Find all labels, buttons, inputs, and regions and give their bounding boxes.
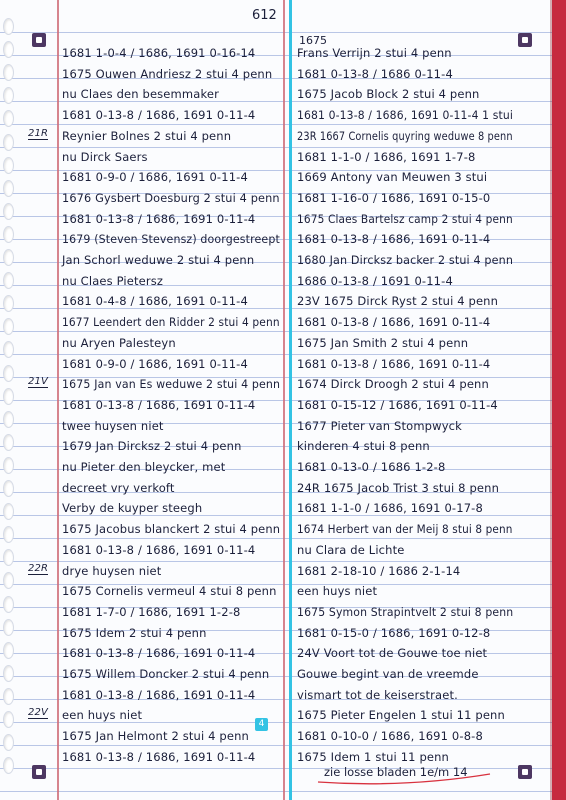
ledger-line-text: 1681 0-13-8 / 1686, 1691 0-11-4 bbox=[297, 315, 491, 330]
punch-hole bbox=[3, 711, 14, 728]
ledger-line-text: 1681 1-1-0 / 1686, 1691 0-17-8 bbox=[297, 501, 483, 516]
ledger-line bbox=[297, 110, 513, 124]
punch-hole bbox=[3, 365, 14, 382]
ledger-line-text: 1675 Jan Smith 2 stui 4 penn bbox=[297, 335, 469, 350]
punch-hole bbox=[3, 318, 14, 335]
punch-hole bbox=[3, 434, 14, 451]
ledger-line-text: 1675 Idem 2 stui 4 penn bbox=[62, 625, 207, 640]
ledger-line-text: twee huysen niet bbox=[62, 418, 164, 433]
ledger-line bbox=[297, 66, 513, 83]
ledger-line bbox=[62, 273, 280, 290]
punch-hole bbox=[3, 295, 14, 312]
ledger-line-text: 1679 (Steven Stevensz) doorgestreept bbox=[62, 232, 280, 247]
ledger-line-text: Verby de kuyper steegh bbox=[62, 501, 203, 516]
ledger-line-text: nu Dirck Saers bbox=[62, 149, 148, 164]
ledger-line-text: 23R 1667 Cornelis quyring weduwe 8 penn bbox=[297, 128, 513, 143]
punch-hole bbox=[3, 572, 14, 589]
ledger-line bbox=[62, 648, 280, 662]
ledger-line bbox=[297, 128, 513, 145]
ledger-line-text: 1681 0-13-8 / 1686, 1691 0-11-4 bbox=[297, 232, 491, 247]
ledger-line bbox=[297, 563, 513, 580]
ledger-line-text: een huys niet bbox=[297, 584, 378, 599]
ledger-line bbox=[297, 397, 513, 414]
ledger-line-text: 1674 Herbert van der Meij 8 stui 8 penn bbox=[297, 522, 513, 537]
binding-edge bbox=[552, 0, 566, 800]
ledger-line bbox=[28, 707, 280, 724]
punch-hole bbox=[3, 596, 14, 613]
ledger-line bbox=[297, 625, 513, 642]
ledger-line bbox=[297, 296, 513, 310]
ledger-line-text: 1675 Pieter Engelen 1 stui 11 penn bbox=[297, 708, 505, 723]
ledger-line bbox=[62, 687, 280, 704]
ledger-line-text: nu Pieter den bleycker, met bbox=[62, 460, 226, 474]
ledger-line-text: 1681 1-1-0 / 1686, 1691 1-7-8 bbox=[297, 149, 476, 164]
ledger-line-text: 1681 1-16-0 / 1686, 1691 0-15-0 bbox=[297, 190, 491, 205]
corner-marker-icon bbox=[518, 33, 532, 47]
ledger-line-text: een huys niet bbox=[62, 708, 143, 723]
ledger-line-text: 1676 Gysbert Doesburg 2 stui 4 penn bbox=[62, 190, 280, 205]
ledger-line bbox=[28, 562, 280, 580]
ledger-line-text: drye huysen niet bbox=[62, 563, 162, 578]
punch-hole bbox=[3, 203, 14, 220]
ledger-line-text: vismart tot de keiserstraet. bbox=[297, 687, 458, 702]
punch-hole bbox=[3, 341, 14, 358]
ledger-line bbox=[62, 356, 280, 373]
ledger-line-text: 1674 Dirck Droogh 2 stui 4 penn bbox=[297, 377, 489, 392]
punch-hole bbox=[3, 41, 14, 58]
punch-hole bbox=[3, 110, 14, 127]
ledger-line bbox=[62, 669, 280, 683]
ledger-line bbox=[28, 127, 280, 145]
punch-hole bbox=[3, 688, 14, 705]
ledger-line bbox=[62, 418, 280, 435]
punch-hole bbox=[3, 480, 14, 497]
ledger-line-text: 1681 0-13-8 / 1686, 1691 0-11-4 1 stui bbox=[297, 108, 514, 123]
ledger-line bbox=[62, 255, 280, 269]
ledger-line-text: 1675 Claes Bartelsz camp 2 stui 4 penn bbox=[297, 211, 513, 226]
ledger-line bbox=[297, 379, 513, 393]
center-spine bbox=[289, 0, 292, 800]
ledger-line-text: 1675 Jacob Block 2 stui 4 penn bbox=[297, 87, 480, 102]
margin-folio-note: 22V bbox=[28, 707, 49, 719]
corner-marker-icon bbox=[32, 765, 46, 779]
ledger-line-text: 1681 0-13-8 / 1686, 1691 0-11-4 bbox=[62, 749, 256, 764]
page-top-note: 1675 bbox=[299, 34, 327, 47]
ledger-line-text: 24V Voort tot de Gouwe toe niet bbox=[297, 646, 488, 661]
ledger-line bbox=[297, 503, 513, 517]
punch-hole bbox=[3, 134, 14, 151]
ledger-line-text: 1681 0-13-8 / 1686, 1691 0-11-4 bbox=[62, 211, 256, 226]
ledger-line-text: 1675 Cornelis vermeul 4 stui 8 penn bbox=[62, 584, 277, 599]
number-sticker: 4 bbox=[255, 718, 268, 731]
ledger-line-text: Frans Verrijn 2 stui 4 penn bbox=[297, 46, 452, 60]
ledger-line-text: 1681 0-15-12 / 1686, 1691 0-11-4 bbox=[297, 397, 498, 412]
ledger-line bbox=[62, 749, 280, 766]
corner-marker-icon bbox=[518, 765, 532, 779]
ledger-line-text: 1681 1-0-4 / 1686, 1691 0-16-14 bbox=[62, 46, 256, 60]
ledger-line-text: 1675 Jacobus blanckert 2 stui 4 penn bbox=[62, 522, 281, 537]
ledger-line bbox=[297, 669, 513, 683]
ledger-line bbox=[297, 149, 513, 166]
punch-hole bbox=[3, 734, 14, 751]
ledger-line-text: Gouwe begint van de vreemde bbox=[297, 667, 479, 681]
punch-hole bbox=[3, 757, 14, 774]
ledger-line-text: 1681 1-7-0 / 1686, 1691 1-2-8 bbox=[62, 604, 241, 619]
ledger-line bbox=[62, 335, 280, 352]
ledger-line bbox=[297, 190, 513, 207]
ledger-line bbox=[62, 66, 280, 83]
ledger-line bbox=[297, 418, 513, 435]
punch-hole bbox=[3, 411, 14, 428]
ledger-line bbox=[297, 211, 513, 228]
ledger-line bbox=[297, 586, 513, 600]
ledger-line-text: 1669 Antony van Meuwen 3 stui bbox=[297, 170, 488, 185]
ledger-line bbox=[297, 462, 513, 476]
ledger-line bbox=[62, 190, 280, 207]
ledger-line bbox=[297, 273, 513, 290]
ledger-line-text: Reynier Bolnes 2 stui 4 penn bbox=[62, 128, 232, 143]
ledger-line bbox=[297, 317, 513, 331]
margin-folio-note: 21V bbox=[28, 376, 49, 388]
ledger-line-text: 1681 0-9-0 / 1686, 1691 0-11-4 bbox=[62, 170, 248, 185]
punch-hole bbox=[3, 642, 14, 659]
ledger-line bbox=[62, 503, 280, 517]
ledger-line bbox=[62, 731, 280, 745]
ledger-line-text: 1681 0-13-8 / 1686, 1691 0-11-4 bbox=[62, 542, 256, 557]
corner-marker-icon bbox=[32, 33, 46, 47]
ledger-line bbox=[297, 542, 513, 559]
ledger-line-text: 1681 0-13-8 / 1686, 1691 0-11-4 bbox=[297, 356, 491, 371]
ledger-line-text: Jan Schorl weduwe 2 stui 4 penn bbox=[62, 253, 255, 267]
ledger-line bbox=[28, 376, 281, 393]
ledger-line bbox=[297, 335, 513, 352]
ledger-line-text: 1681 0-13-8 / 1686, 1691 0-11-4 bbox=[62, 687, 256, 702]
red-underline-curve bbox=[314, 770, 494, 788]
ledger-line bbox=[297, 710, 513, 724]
punch-hole bbox=[3, 249, 14, 266]
ledger-line bbox=[62, 89, 280, 103]
ledger-line bbox=[62, 48, 280, 62]
ledger-line-text: 1675 Jan van Es weduwe 2 stui 4 penn bbox=[62, 377, 281, 392]
ledger-line-text: decreet vry verkoft bbox=[62, 480, 175, 495]
punch-hole bbox=[3, 457, 14, 474]
ledger-line bbox=[62, 586, 280, 600]
ledger-line bbox=[297, 234, 513, 248]
margin-folio-note: 22R bbox=[28, 562, 49, 574]
ledger-line-text: 1675 Idem 1 stui 11 penn bbox=[297, 749, 449, 764]
ledger-line bbox=[297, 524, 513, 538]
ledger-line bbox=[297, 89, 513, 103]
punch-hole bbox=[3, 549, 14, 566]
ledger-line bbox=[62, 211, 280, 228]
punch-hole bbox=[3, 64, 14, 81]
ledger-line-text: 1677 Leendert den Ridder 2 stui 4 penn bbox=[62, 315, 280, 330]
ledger-line bbox=[62, 524, 280, 538]
ledger-line bbox=[62, 480, 280, 497]
punch-hole bbox=[3, 87, 14, 104]
ledger-line-text: 1681 0-9-0 / 1686, 1691 0-11-4 bbox=[62, 356, 248, 371]
ledger-line-text: 1675 Jan Helmont 2 stui 4 penn bbox=[62, 729, 249, 744]
ledger-line bbox=[62, 110, 280, 124]
ledger-line bbox=[297, 687, 513, 704]
punch-hole bbox=[3, 180, 14, 197]
ledger-line bbox=[297, 731, 513, 745]
ledger-line bbox=[62, 296, 280, 310]
ledger-line bbox=[297, 356, 513, 373]
binding-shadow bbox=[550, 0, 552, 800]
ledger-line bbox=[62, 172, 280, 186]
ledger-line bbox=[297, 441, 513, 455]
left-margin-line bbox=[57, 0, 59, 800]
punch-hole bbox=[3, 388, 14, 405]
ledger-line-text: 1680 Jan Dircksz backer 2 stui 4 penn bbox=[297, 253, 514, 267]
ledger-line bbox=[297, 48, 513, 62]
ledger-line-text: 1681 0-13-8 / 1686 0-11-4 bbox=[297, 66, 453, 81]
ledger-line-text: 1675 Symon Strapintvelt 2 stui 8 penn bbox=[297, 604, 514, 619]
ledger-line bbox=[62, 397, 280, 414]
punch-hole bbox=[3, 503, 14, 520]
ledger-line-text: 1675 Willem Doncker 2 stui 4 penn bbox=[62, 667, 270, 681]
ledger-line bbox=[62, 462, 280, 476]
ledger-line-text: nu Claes den besemmaker bbox=[62, 87, 219, 102]
ledger-line bbox=[297, 255, 513, 269]
punch-hole bbox=[3, 526, 14, 543]
ledger-line-text: 1677 Pieter van Stompwyck bbox=[297, 418, 462, 433]
ledger-line-text: 1679 Jan Dircksz 2 stui 4 penn bbox=[62, 439, 242, 454]
ledger-line bbox=[62, 625, 280, 642]
ledger-line-text: nu Clara de Lichte bbox=[297, 542, 405, 557]
ledger-line-text: nu Claes Pietersz bbox=[62, 273, 164, 288]
ledger-line-text: kinderen 4 stui 8 penn bbox=[297, 439, 430, 454]
ledger-line-text: nu Aryen Palesteyn bbox=[62, 335, 176, 350]
ledger-line-text: 24R 1675 Jacob Trist 3 stui 8 penn bbox=[297, 480, 500, 495]
punch-hole bbox=[3, 619, 14, 636]
punch-hole bbox=[3, 272, 14, 289]
punch-hole bbox=[3, 226, 14, 243]
ledger-line bbox=[297, 648, 513, 662]
ledger-line-text: 1681 2-18-10 / 1686 2-1-14 bbox=[297, 563, 461, 578]
ledger-line-text: 23V 1675 Dirck Ryst 2 stui 4 penn bbox=[297, 294, 499, 309]
ledger-line bbox=[62, 149, 280, 166]
ledger-line bbox=[297, 749, 513, 766]
ledger-line bbox=[297, 480, 513, 497]
ledger-line bbox=[297, 172, 513, 186]
punch-hole bbox=[3, 157, 14, 174]
ledger-line bbox=[62, 317, 280, 331]
footer-note: zie losse bladen 1e/m 14 bbox=[324, 765, 468, 779]
ledger-line-text: 1681 0-13-8 / 1686, 1691 0-11-4 bbox=[62, 646, 256, 661]
punch-hole bbox=[3, 18, 14, 35]
page-number: 612 bbox=[252, 8, 277, 23]
ledger-line-text: 1681 0-13-0 / 1686 1-2-8 bbox=[297, 460, 446, 474]
ledger-line-text: 1681 0-10-0 / 1686, 1691 0-8-8 bbox=[297, 729, 483, 744]
ledger-line bbox=[62, 542, 280, 559]
ledger-line bbox=[62, 604, 280, 621]
punch-hole bbox=[3, 665, 14, 682]
margin-folio-note: 21R bbox=[28, 127, 49, 139]
ledger-line-text: 1686 0-13-8 / 1691 0-11-4 bbox=[297, 273, 453, 288]
right-margin-line bbox=[283, 0, 285, 800]
ledger-line-text: 1675 Ouwen Andriesz 2 stui 4 penn bbox=[62, 66, 273, 81]
ledger-line-text: 1681 0-15-0 / 1686, 1691 0-12-8 bbox=[297, 625, 491, 640]
ledger-line-text: 1681 0-4-8 / 1686, 1691 0-11-4 bbox=[62, 294, 248, 309]
ledger-line bbox=[62, 234, 280, 248]
ledger-line bbox=[297, 604, 514, 621]
ledger-line-text: 1681 0-13-8 / 1686, 1691 0-11-4 bbox=[62, 397, 256, 412]
ledger-line bbox=[62, 441, 280, 455]
ledger-line-text: 1681 0-13-8 / 1686, 1691 0-11-4 bbox=[62, 108, 256, 123]
